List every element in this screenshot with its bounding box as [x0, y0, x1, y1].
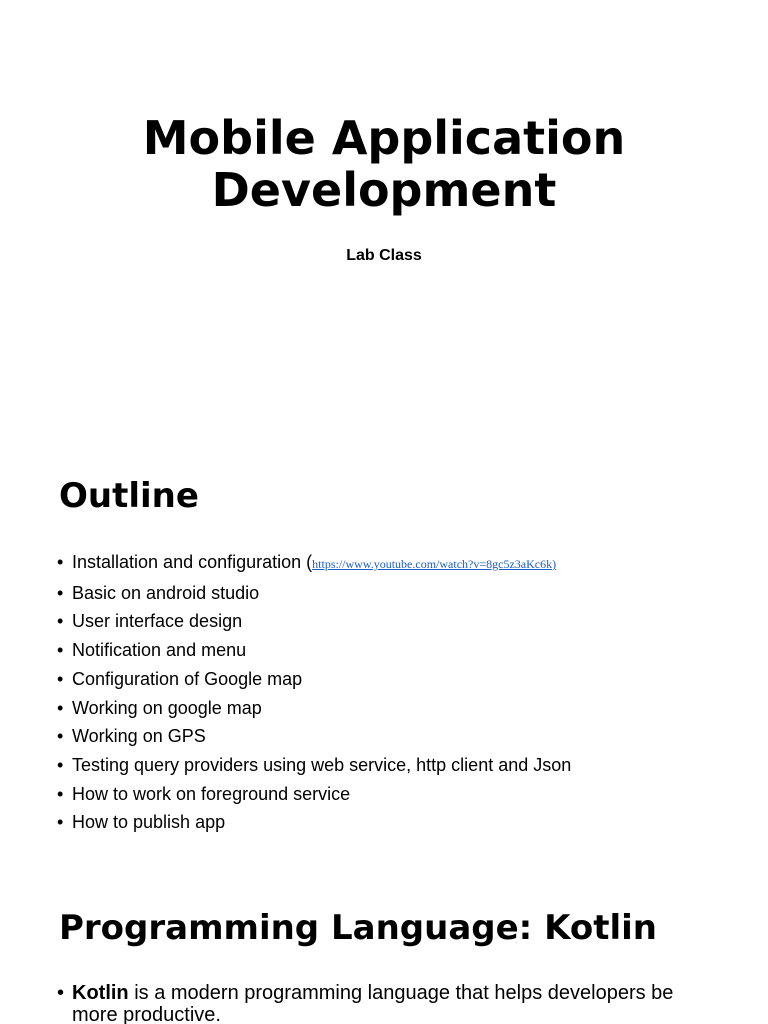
- list-item: • Testing query providers using web service, http client and Json: [56, 751, 571, 780]
- kotlin-bullet: [56, 982, 722, 1024]
- outline-heading: Outline: [59, 476, 199, 516]
- list-item-text: Installation and configuration (: [72, 552, 313, 572]
- list-item: • Working on GPS: [56, 722, 571, 751]
- list-item: • How to work on foreground service: [56, 780, 571, 809]
- list-item: [56, 548, 571, 579]
- list-item: • Basic on android studio: [56, 579, 571, 608]
- slide-title: [0, 112, 768, 216]
- title-slide: [0, 0, 768, 432]
- list-item: • User interface design: [56, 607, 571, 636]
- slide-subtitle: Lab Class: [346, 247, 422, 264]
- list-item: • Notification and menu: [56, 636, 571, 665]
- list-item: • Configuration of Google map: [56, 665, 571, 694]
- youtube-link[interactable]: https://www.youtube.com/watch?v=8gc5z3aKc6k): [312, 557, 557, 571]
- outline-list: [56, 548, 571, 837]
- list-item: • How to publish app: [56, 808, 571, 837]
- outline-slide: [0, 432, 768, 864]
- title-line-1: Mobile Application: [142, 111, 626, 165]
- kotlin-description: is a modern programming language that helps developers be more productive.: [72, 982, 674, 1024]
- title-line-2: Development: [211, 163, 557, 217]
- kotlin-heading: Programming Language: Kotlin: [59, 908, 657, 948]
- list-item: • Working on google map: [56, 694, 571, 723]
- kotlin-slide: [0, 864, 768, 1024]
- kotlin-bold-term: Kotlin: [72, 982, 129, 1004]
